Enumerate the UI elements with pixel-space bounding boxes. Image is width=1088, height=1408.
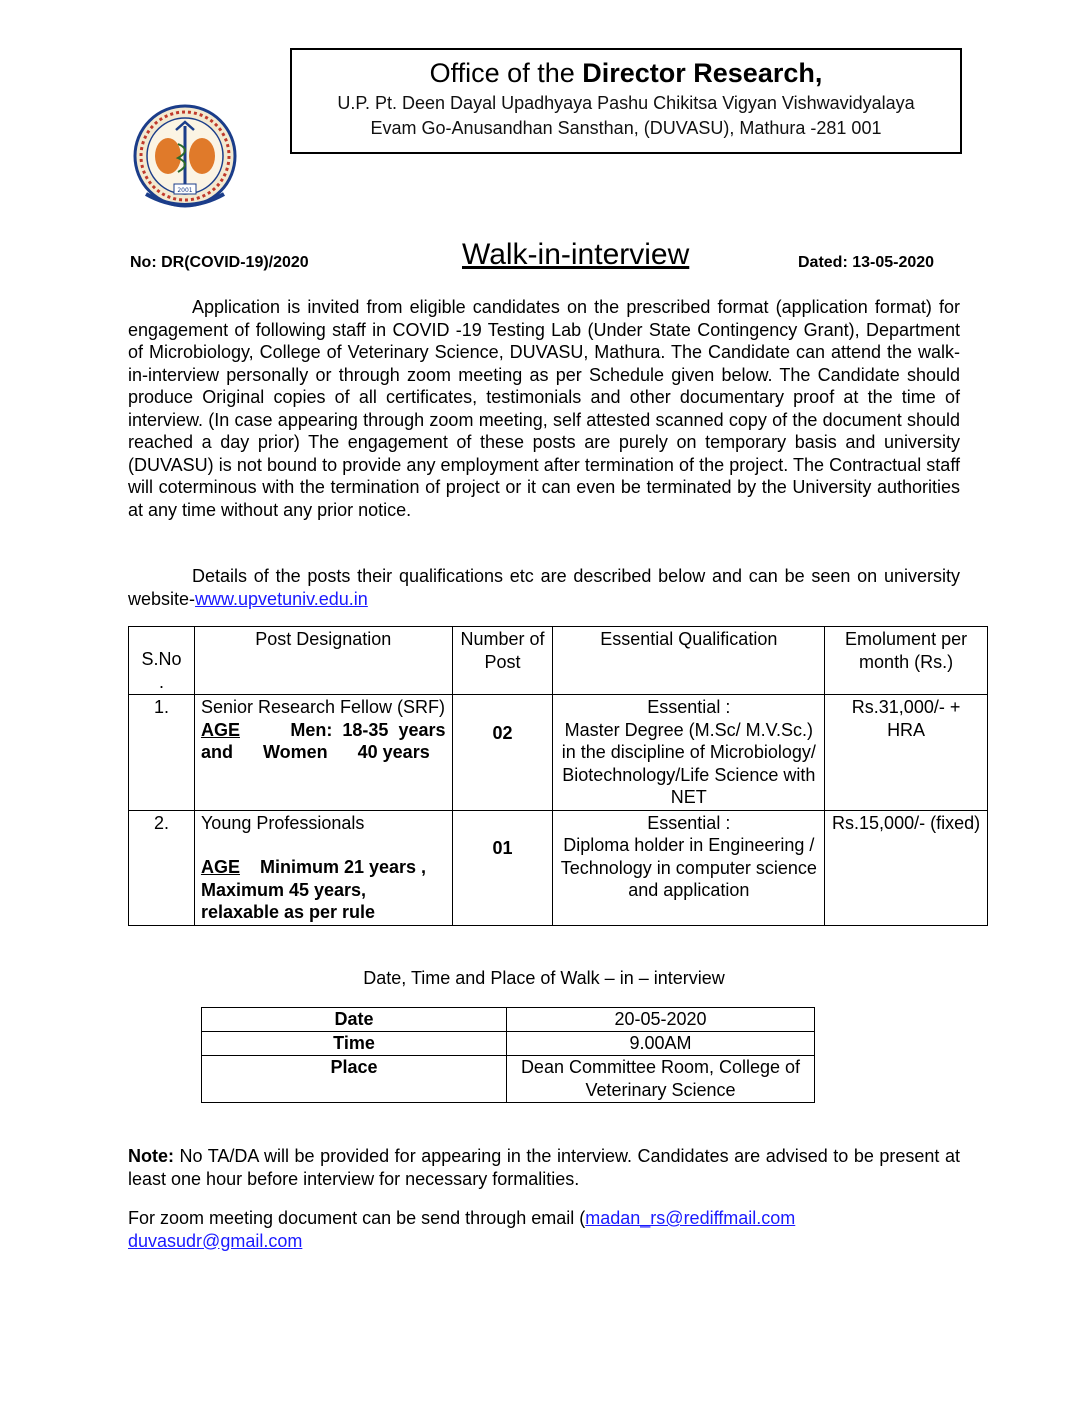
row-designation: [194, 695, 452, 811]
email-link-1[interactable]: madan_rs@rediffmail.com: [585, 1208, 796, 1228]
zoom-note-paragraph: For zoom meeting document can be send through email (madan_rs@rediffmail.com duvasudr@gmail.com: [128, 1208, 796, 1251]
university-seal-icon: [118, 104, 252, 212]
header-emolument: Emolument per month (Rs.): [825, 627, 988, 695]
age-label: AGE: [200, 719, 240, 740]
schedule-label: Time: [202, 1032, 507, 1056]
document-title: Walk-in-interview: [462, 238, 690, 271]
row-emolument: Rs.15,000/- (fixed): [825, 810, 988, 925]
university-name-line-2: Evam Go-Anusandhan Sansthan, (DUVASU), Mathura -281 001: [370, 118, 882, 138]
posts-table: [128, 626, 988, 926]
intro-paragraph: Application is invited from eligible candidates on the prescribed format (application format) for engagement of following staff in COVID -19 Testing Lab (Under State Contingency Grant), Department of Microbiology, College of Veterinary Science, DUVASU, Mathura. The Candidate can attend the walk-in-interview personally or through zoom meeting as per Schedule given below. The Candidate should produce Original copies of all certificates, testimonials and other documentary proof at the time of interview. (In case appearing through zoom meeting, self attested scanned copy of the document should reached a day prior) The engagement of these posts are purely on temporary basis and university (DUVASU) is not bound to provide any employment after termination of the project. The Contractual staff will coterminous with the termination of project or it can even be terminated by the University authorities at any time without any prior notice.: [128, 297, 960, 520]
schedule-value: 9.00AM: [507, 1032, 815, 1056]
schedule-value: 20-05-2020: [507, 1008, 815, 1032]
schedule-caption: Date, Time and Place of Walk – in – interview: [363, 968, 725, 988]
university-website-link[interactable]: www.upvetuniv.edu.in: [195, 588, 368, 609]
age-requirement: AGE Men: 18-35 years and Women 40 years: [200, 719, 451, 762]
row-emolument: Rs.31,000/- + HRA: [825, 695, 988, 811]
designation-name: Senior Research Fellow (SRF): [200, 697, 446, 717]
row-qualification: Essential : Master Degree (M.Sc/ M.V.Sc.) in the discipline of Microbiology/ Biotechnology/Life Science with NET: [553, 695, 825, 811]
details-paragraph: Details of the posts their qualifications etc are described below and can be seen on university website-www.upvetuniv.edu.in: [128, 566, 960, 609]
row-qualification: Essential : Diploma holder in Engineering / Technology in computer science and application: [553, 810, 825, 925]
reference-number: No: DR(COVID-19)/2020: [130, 254, 309, 271]
schedule-row-place: [202, 1056, 815, 1103]
document-date: Dated: 13-05-2020: [798, 254, 935, 271]
schedule-value: Dean Committee Room, College of Veterinary Science: [507, 1056, 815, 1103]
row-number: 01: [452, 810, 553, 925]
office-title: Office of the Director Research,: [429, 58, 823, 88]
header-sno: S.No .: [129, 627, 195, 695]
schedule-label: Place: [202, 1056, 507, 1103]
university-name-line-1: U.P. Pt. Deen Dayal Upadhyaya Pashu Chikitsa Vigyan Vishwavidyalaya: [337, 93, 915, 113]
designation-name: Young Professionals: [200, 812, 365, 833]
email-link-2[interactable]: duvasudr@gmail.com: [128, 1230, 303, 1251]
row-sno: 2.: [129, 810, 195, 925]
schedule-label: Date: [202, 1008, 507, 1032]
schedule-table: [201, 1007, 815, 1103]
note-paragraph: Note: No TA/DA will be provided for appearing in the interview. Candidates are advised to be present at least one hour before interview for necessary formalities.: [128, 1146, 960, 1189]
age-label: AGE: [200, 857, 240, 877]
table-row: [129, 695, 988, 811]
note-label: Note:: [128, 1146, 174, 1166]
row-designation: [194, 810, 452, 925]
university-logo: [118, 104, 252, 212]
row-sno: 1.: [129, 695, 195, 811]
header-number: Number of Post: [452, 627, 553, 695]
header-qualification: Essential Qualification: [553, 627, 825, 695]
table-row: [129, 810, 988, 925]
svg-text:2001: 2001: [177, 187, 193, 194]
schedule-row-time: [202, 1032, 815, 1056]
schedule-row-date: [202, 1008, 815, 1032]
age-requirement: AGE Minimum 21 years , Maximum 45 years, relaxable as per rule: [200, 857, 432, 922]
row-number: 02: [452, 695, 553, 811]
table-header-row: [129, 627, 988, 695]
header-designation: Post Designation: [194, 627, 452, 695]
